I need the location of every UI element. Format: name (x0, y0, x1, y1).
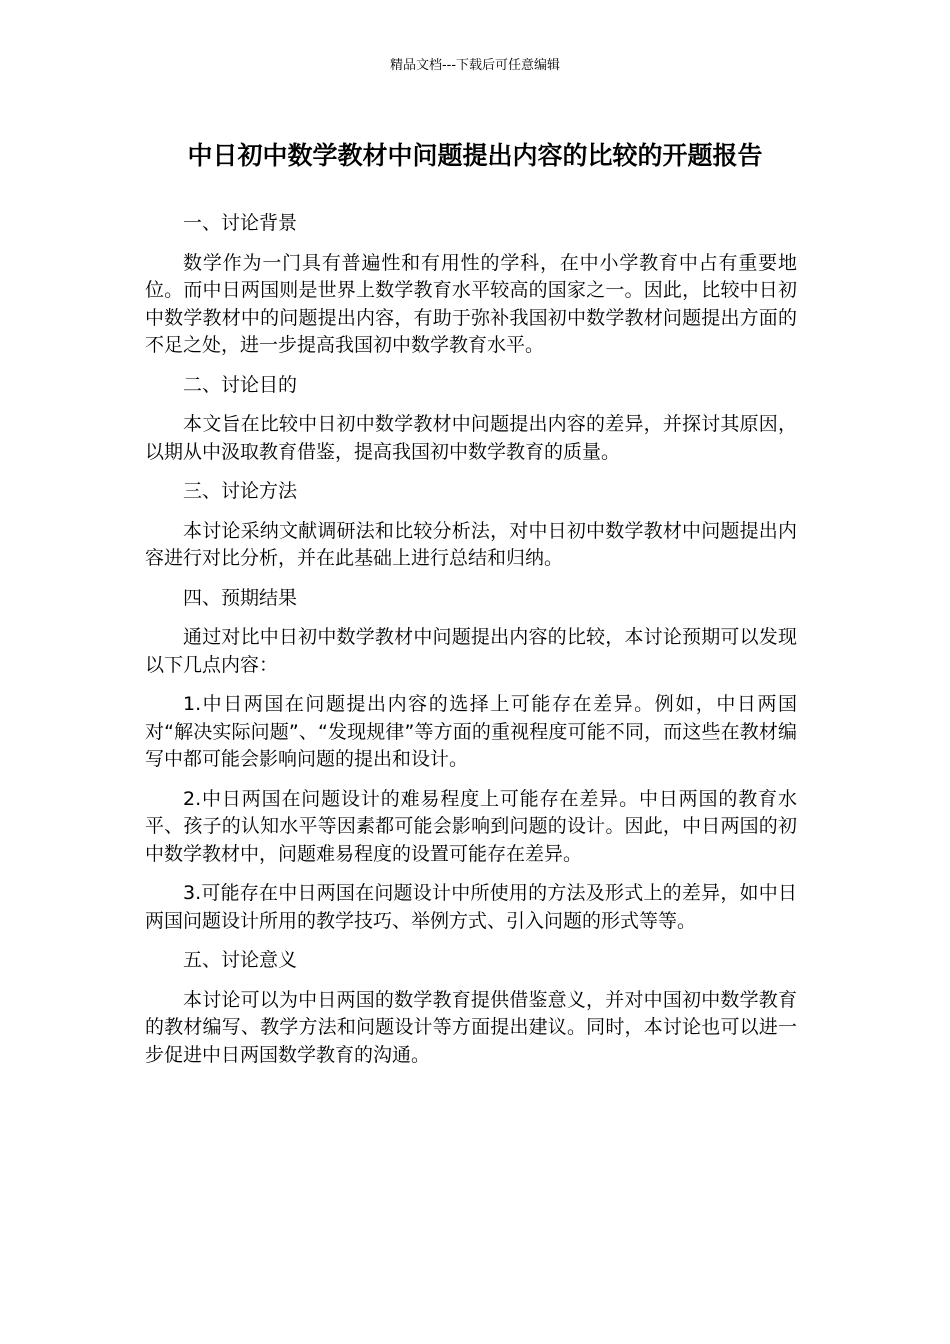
section-heading-purpose: 二、讨论目的 (183, 373, 298, 396)
paragraph-background: 数学作为一门具有普遍性和有用性的学科，在中小学教育中占有重要地位。而中日两国则是世界上数学教育水平较高的国家之一。因此，比较中日初中数学教材中的问题提出内容，有助于弥补我国初中数学教材问题提出方面的不足之处，进一步提高我国初中数学教育水平。 (145, 251, 797, 356)
paragraph-expected-intro: 通过对比中日初中数学教材中问题提出内容的比较，本讨论预期可以发现以下几点内容： (145, 626, 797, 676)
paragraph-significance: 本讨论可以为中日两国的数学教育提供借鉴意义，并对中国初中数学教育的教材编写、教学方法和问题设计等方面提出建议。同时，本讨论也可以进一步促进中日两国数学教育的沟通。 (145, 988, 797, 1066)
section-heading-significance: 五、讨论意义 (183, 949, 298, 971)
paragraph-expected-point-2: 2.中日两国在问题设计的难易程度上可能存在差异。中日两国的教育水平、孩子的认知水平等因素都可能会影响到问题的设计。因此，中日两国的初中数学教材中，问题难易程度的设置可能存在差异。 (145, 787, 797, 865)
section-heading-expected-results: 四、预期结果 (183, 586, 298, 609)
section-heading-background: 一、讨论背景 (183, 212, 298, 234)
paragraph-purpose: 本文旨在比较中日初中数学教材中问题提出内容的差异，并探讨其原因，以期从中汲取教育借鉴，提高我国初中数学教育的质量。 (145, 413, 797, 463)
paragraph-method: 本讨论采纳文献调研法和比较分析法，对中日初中数学教材中问题提出内容进行对比分析，并在此基础上进行总结和归纳。 (145, 519, 797, 569)
paragraph-expected-point-3: 3.可能存在中日两国在问题设计中所使用的方法及形式上的差异，如中日两国问题设计所用的教学技巧、举例方式、引入问题的形式等等。 (145, 882, 797, 932)
document-title: 中日初中数学教材中问题提出内容的比较的开题报告 (187, 141, 763, 170)
document-body (145, 210, 797, 1081)
paragraph-expected-point-1: 1.中日两国在问题提出内容的选择上可能存在差异。例如，中日两国对“解决实际问题”、“发现规律”等方面的重视程度可能不同，而这些在教材编写中都可能会影响问题的提出和设计。 (145, 693, 797, 770)
page-header: 精品文档---下载后可任意编辑 (389, 58, 561, 73)
section-heading-method: 三、讨论方法 (183, 480, 298, 502)
